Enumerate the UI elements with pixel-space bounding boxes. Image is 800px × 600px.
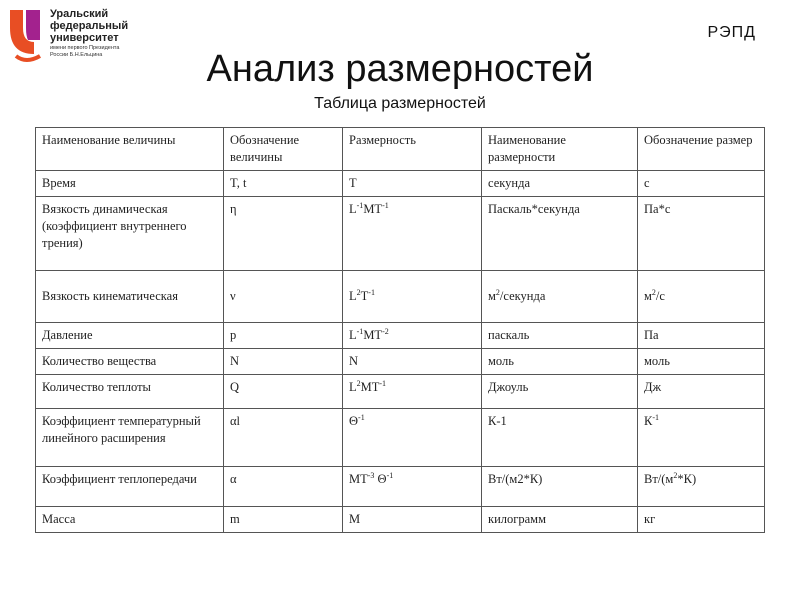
quantity-name-cell: Вязкость кинематическая [36,271,224,323]
table-row [36,507,765,533]
header-quantity-name: Наименование величины [36,128,224,171]
unit-symbol-cell: Дж [638,375,765,409]
quantity-symbol-cell: ν [224,271,343,323]
unit-symbol-cell: $м^2/с$ [638,271,765,323]
course-tag: РЭПД [707,24,756,41]
table-row [36,197,765,271]
quantity-symbol-cell: m [224,507,343,533]
table-row [36,375,765,409]
quantity-name-cell: Коэффициент теплопередачи [36,467,224,507]
quantity-name-cell: Количество вещества [36,349,224,375]
page-title: Анализ размерностей [206,48,594,90]
quantity-symbol-cell: α [224,467,343,507]
quantity-symbol-cell: T, t [224,171,343,197]
unit-name-cell: килограмм [482,507,638,533]
university-name: Уральский федеральный университет [50,8,129,44]
unit-name-cell: Джоуль [482,375,638,409]
quantity-name-cell: Вязкость динамическая (коэффициент внутреннего трения) [36,197,224,271]
unit-name-cell: Паскаль*секунда [482,197,638,271]
table-header-row [36,128,765,171]
quantity-name-cell: Коэффициент температурный линейного расширения [36,409,224,467]
unit-symbol-cell: с [638,171,765,197]
quantity-symbol-cell: αl [224,409,343,467]
quantity-symbol-cell: Q [224,375,343,409]
quantity-name-cell: Время [36,171,224,197]
dimension-cell: N [343,349,482,375]
quantity-name-cell: Масса [36,507,224,533]
quantity-symbol-cell: p [224,323,343,349]
dimension-cell: $L^{-1}MT^{-2}$ [343,323,482,349]
unit-name-cell: паскаль [482,323,638,349]
table-row [36,349,765,375]
dimension-cell: $L^{-1}MT^{-1}$ [343,197,482,271]
dimension-cell: M [343,507,482,533]
unit-symbol-cell: $К^{-1}$ [638,409,765,467]
university-subtitle: имени первого Президента России Б.Н.Ельцина [50,45,120,58]
dimension-cell: $\Theta^{-1}$ [343,409,482,467]
unit-symbol-cell: моль [638,349,765,375]
dimensions-table [35,127,765,533]
dimension-cell: $L^2T^{-1}$ [343,271,482,323]
unit-symbol-cell: Па*с [638,197,765,271]
unit-name-cell: Вт/(м2*К) [482,467,638,507]
header-dimension: Размерность [343,128,482,171]
table-row [36,323,765,349]
header-unit-name: Наименование размерности [482,128,638,171]
quantity-name-cell: Давление [36,323,224,349]
unit-symbol-cell: Па [638,323,765,349]
page-subtitle: Таблица размерностей [314,95,486,112]
unit-name-cell: $м^2$/секунда [482,271,638,323]
quantity-symbol-cell: η [224,197,343,271]
unit-name-cell: моль [482,349,638,375]
table-row [36,409,765,467]
table-row [36,171,765,197]
unit-symbol-cell: $Вт/(м^2*К)$ [638,467,765,507]
dimension-cell: $L^2MT^{-1}$ [343,375,482,409]
table-row [36,467,765,507]
unit-name-cell: секунда [482,171,638,197]
table-row [36,271,765,323]
dimension-cell: $MT^{-3}$ $\Theta^{-1}$ [343,467,482,507]
quantity-symbol-cell: N [224,349,343,375]
header-unit-symbol: Обозначение размер [638,128,765,171]
header-quantity-symbol: Обозначение величины [224,128,343,171]
unit-symbol-cell: кг [638,507,765,533]
unit-name-cell: К-1 [482,409,638,467]
dimension-cell: T [343,171,482,197]
quantity-name-cell: Количество теплоты [36,375,224,409]
